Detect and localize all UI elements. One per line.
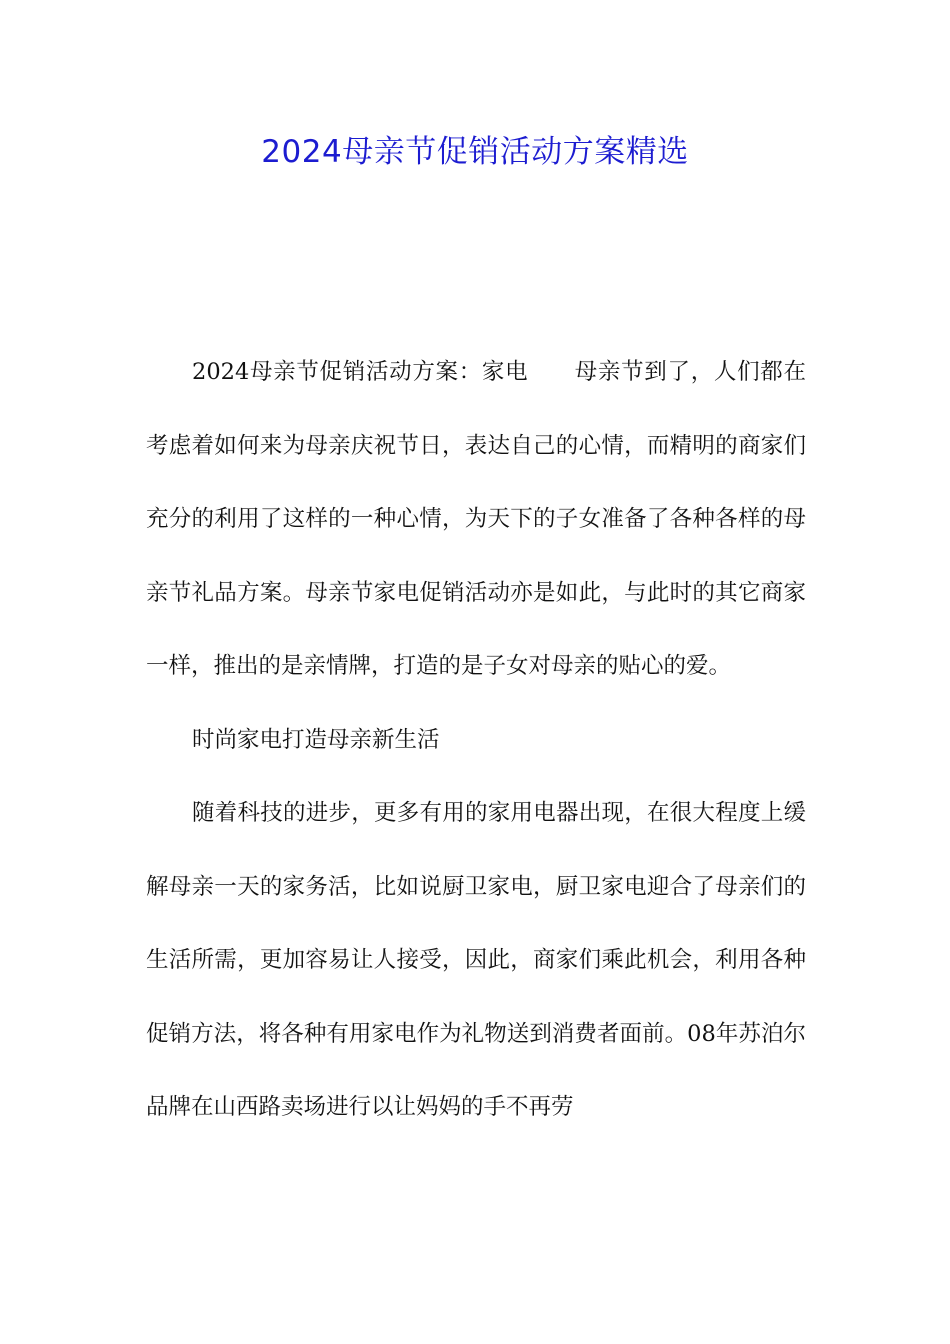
paragraph-intro: 2024母亲节促销活动方案：家电 母亲节到了，人们都在考虑着如何来为母亲庆祝节日，表达自己的心情，而精明的商家们充分的利用了这样的一种心情，为天下的子女准备了各种各样的母亲节礼品方案。母亲节家电促销活动亦是如此，与此时的其它商家一样，推出的是亲情牌，打造的是子女对母亲的贴心的爱。 (146, 359, 806, 679)
document-title: 2024母亲节促销活动方案精选 (261, 134, 689, 170)
document-body (146, 336, 806, 1145)
paragraph-subheading: 时尚家电打造母亲新生活 (192, 726, 440, 753)
paragraph-appliances: 随着科技的进步，更多有用的家用电器出现，在很大程度上缓解母亲一天的家务活，比如说厨卫家电，厨卫家电迎合了母亲们的生活所需，更加容易让人接受，因此，商家们乘此机会，利用各种促销方法，将各种有用家电作为礼物送到消费者面前。08年苏泊尔品牌在山西路卖场进行以让妈妈的手不再劳 (146, 800, 806, 1120)
